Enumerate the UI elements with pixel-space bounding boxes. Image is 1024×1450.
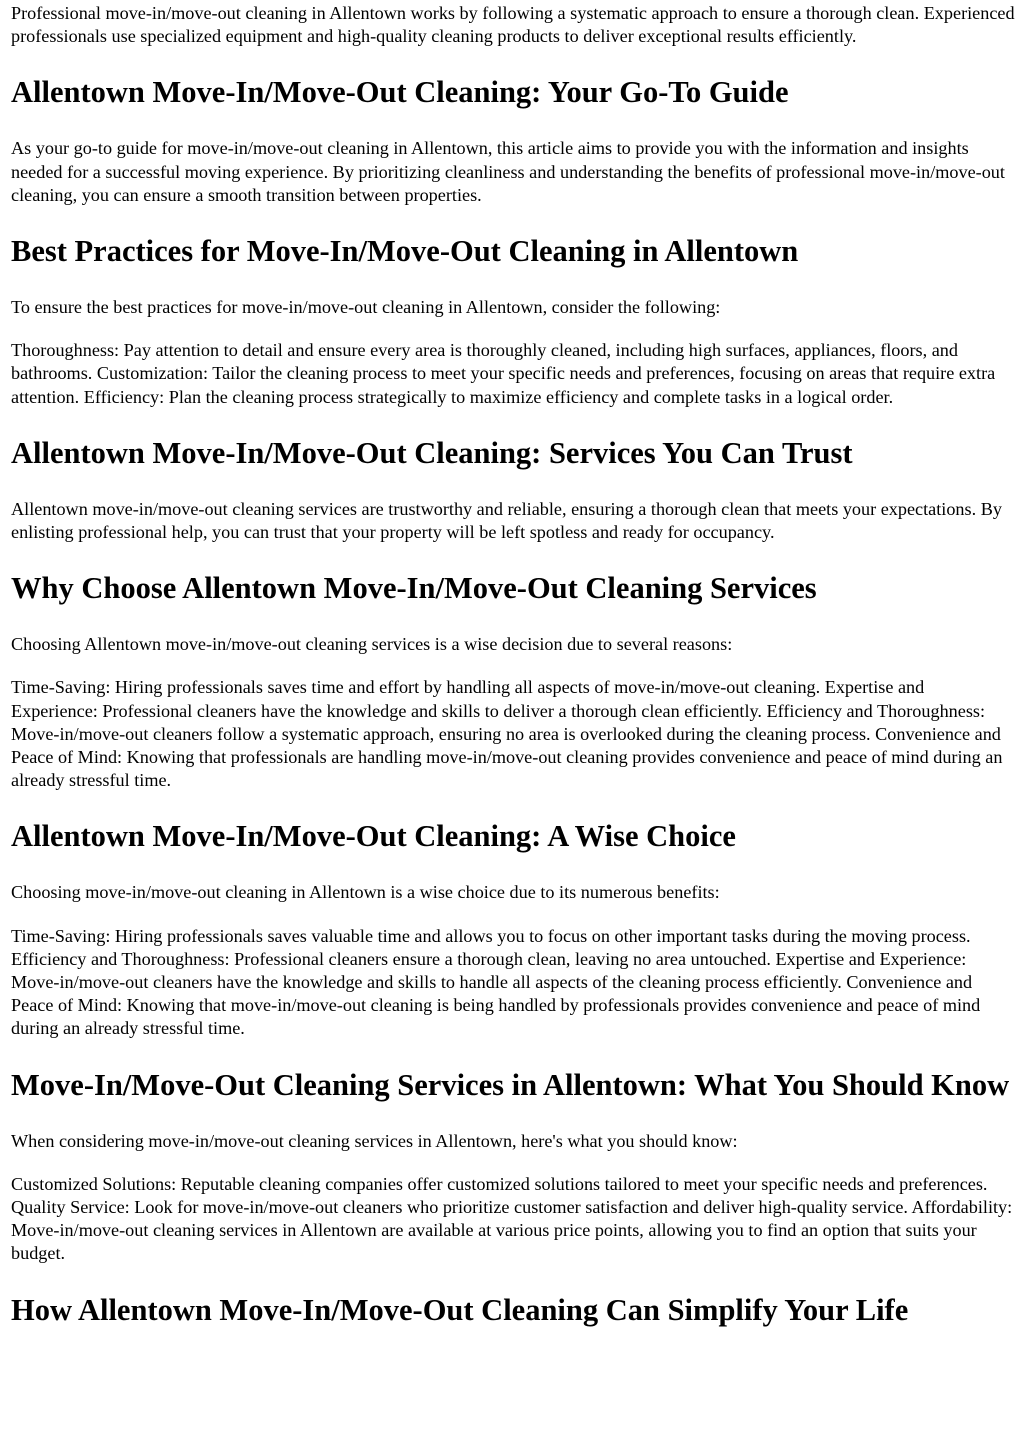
section-heading: Best Practices for Move-In/Move-Out Cleaning in Allentown: [11, 234, 799, 269]
paragraph: Professional move-in/move-out cleaning in Allentown works by following a systematic approach to ensure a thorough clean. Experienced professionals use specialized equipment and high-quality cleaning products to deliver exceptional results efficiently.: [11, 3, 1015, 47]
paragraph: Customized Solutions: Reputable cleaning companies offer customized solutions tailored to meet your specific needs and preferences. Quality Service: Look for move-in/move-out cleaners who prioritize customer satisfaction and deliver high-quality service. Affordability: Move-in/move-out cleaning services in Allentown are available at various price points, allowing you to find an option that suits your budget.: [11, 1173, 1013, 1264]
paragraph: As your go-to guide for move-in/move-out cleaning in Allentown, this article aims to provide you with the information and insights needed for a successful moving experience. By prioritizing cleanliness and understanding the benefits of professional move-in/move-out cleaning, you can ensure a smooth transition between properties.: [11, 138, 1005, 205]
section-heading: Allentown Move-In/Move-Out Cleaning: A Wise Choice: [11, 819, 736, 854]
paragraph: Time-Saving: Hiring professionals saves valuable time and allows you to focus on other important tasks during the moving process. Efficiency and Thoroughness: Professional cleaners ensure a thorough clean, leaving no area untouched. Expertise and Experience: Move-in/move-out cleaners have the knowledge and skills to handle all aspects of the cleaning process efficiently. Convenience and Peace of Mind: Knowing that move-in/move-out cleaning is being handled by professionals provides convenience and peace of mind during an already stressful time.: [11, 925, 981, 1039]
section-heading: Allentown Move-In/Move-Out Cleaning: Your Go-To Guide: [11, 75, 789, 110]
article-body: [11, 2, 1015, 1328]
paragraph: Choosing Allentown move-in/move-out cleaning services is a wise decision due to several reasons:: [11, 634, 733, 655]
paragraph: Allentown move-in/move-out cleaning services are trustworthy and reliable, ensuring a thorough clean that meets your expectations. By enlisting professional help, you can trust that your property will be left spotless and ready for occupancy.: [11, 498, 1002, 543]
section-heading: Move-In/Move-Out Cleaning Services in Allentown: What You Should Know: [11, 1067, 1010, 1102]
paragraph: Choosing move-in/move-out cleaning in Allentown is a wise choice due to its numerous benefits:: [11, 882, 720, 903]
paragraph: Time-Saving: Hiring professionals saves time and effort by handling all aspects of move-in/move-out cleaning. Expertise and Experience: Professional cleaners have the knowledge and skills to deliver a thorough clean efficiently. Efficiency and Thoroughness: Move-in/move-out cleaners follow a systematic approach, ensuring no area is overlooked during the cleaning process. Convenience and Peace of Mind: Knowing that professionals are handling move-in/move-out cleaning provides convenience and peace of mind during an already stressful time.: [11, 677, 1003, 791]
paragraph: To ensure the best practices for move-in/move-out cleaning in Allentown, consider the following:: [11, 297, 721, 318]
paragraph: When considering move-in/move-out cleaning services in Allentown, here's what you should know:: [11, 1130, 738, 1151]
section-heading: Why Choose Allentown Move-In/Move-Out Cleaning Services: [11, 571, 817, 606]
paragraph: Thoroughness: Pay attention to detail and ensure every area is thoroughly cleaned, including high surfaces, appliances, floors, and bathrooms. Customization: Tailor the cleaning process to meet your specific needs and preferences, focusing on areas that require extra attention. Efficiency: Plan the cleaning process strategically to maximize efficiency and complete tasks in a logical order.: [11, 340, 996, 407]
section-heading: Allentown Move-In/Move-Out Cleaning: Services You Can Trust: [11, 435, 853, 470]
section-heading: How Allentown Move-In/Move-Out Cleaning Can Simplify Your Life: [11, 1292, 909, 1327]
